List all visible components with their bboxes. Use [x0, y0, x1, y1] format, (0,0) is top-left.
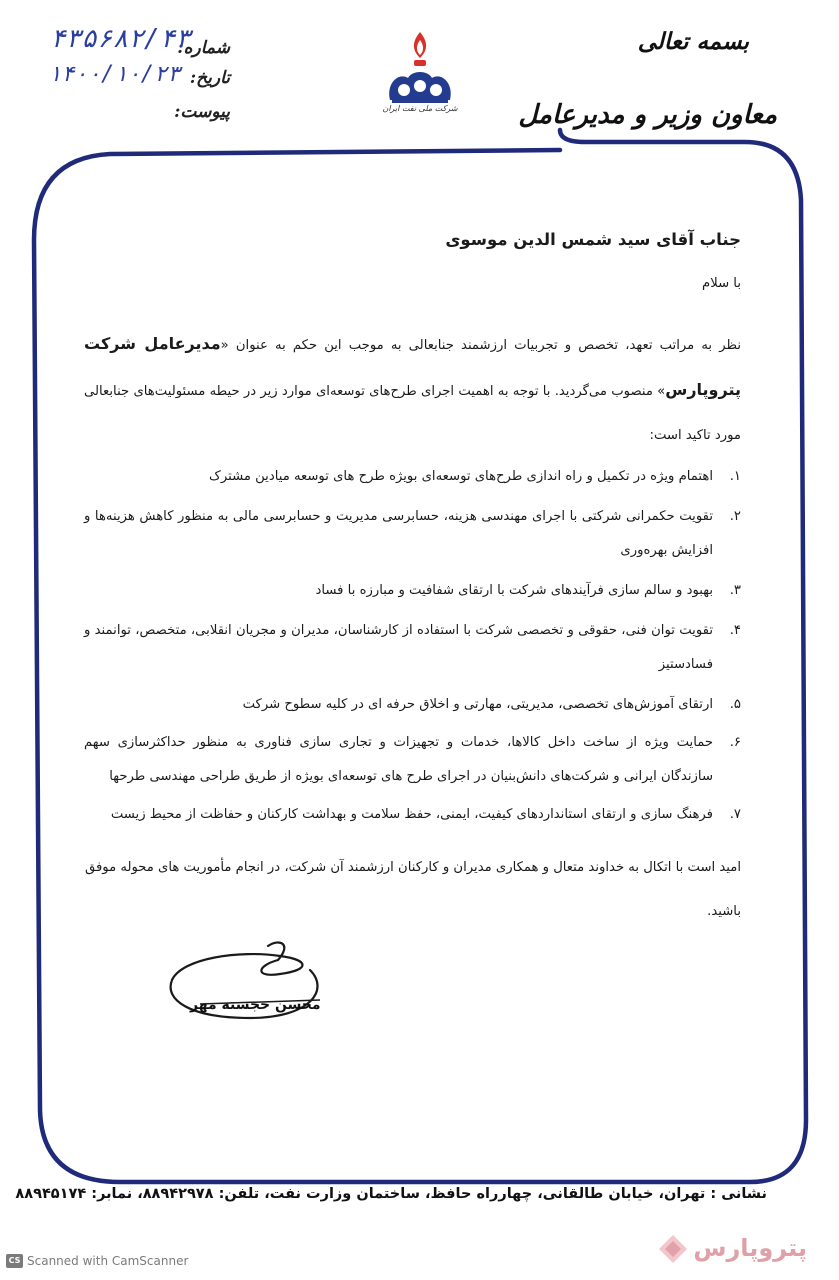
- attachment-label: پیوست:: [174, 102, 230, 122]
- date-label: تاریخ:: [189, 68, 230, 88]
- directives-list: [84, 460, 741, 832]
- addressee: جناب آقای سید شمس الدین موسوی: [445, 230, 741, 249]
- item-number: ۷.: [729, 807, 741, 822]
- letter-date: ۱۴۰۰/۱۰/۲۳: [48, 62, 181, 87]
- item-text: تقویت حکمرانی شرکتی با اجرای مهندسی هزینه، حسابرسی مدیریت و حسابرسی مالی به منظور کاهش هزینه‌ها و افزایش بهره‌وری: [84, 509, 713, 558]
- basmala: بسمه تعالی: [637, 28, 749, 55]
- intro-paragraph: [84, 322, 741, 458]
- item-number: ۵.: [729, 697, 741, 712]
- item-number: ۲.: [729, 509, 741, 524]
- item-text: فرهنگ سازی و ارتقای استانداردهای کیفیت، ایمنی، حفظ سلامت و بهداشت کارکنان و حفاظت از محیط زیست: [110, 807, 713, 822]
- list-item: [84, 688, 741, 722]
- item-text: حمایت ویژه از ساخت داخل کالاها، خدمات و تجهیزات و تجاری سازی فناوری به منظور حداکثرسازی سهم سازندگان ایرانی و شرکت‌های دانش‌بنیان در اجرای طرح های توسعه‌ای بویژه از طریق طراحی مهندسی طرحها: [84, 735, 713, 784]
- item-text: اهتمام ویژه در تکمیل و راه اندازی طرح‌های توسعه‌ای بویژه طرح های توسعه میادین مشترک: [209, 469, 713, 484]
- item-text: بهبود و سالم سازی فرآیندهای شرکت با ارتقای شفافیت و مبارزه با فساد: [315, 583, 713, 598]
- list-item: [84, 614, 741, 682]
- item-number: ۱.: [729, 469, 741, 484]
- list-item: [84, 798, 741, 832]
- greeting: با سلام: [702, 276, 741, 291]
- number-label: شماره:: [177, 38, 230, 58]
- appointment-title: مدیرعامل شرکت پتروپارس: [84, 334, 741, 399]
- item-text: ارتقای آموزش‌های تخصصی، مدیریتی، مهارتی و اخلاق حرفه ای در کلیه سطوح شرکت: [242, 697, 713, 712]
- camscanner-icon: CS: [6, 1254, 23, 1268]
- letter-number: ۴۳۵۶۸۲/۴۳: [50, 24, 191, 54]
- intro-text-1: نظر به مراتب تعهد، تخصص و تجربیات ارزشمند جنابعالی به موجب این حکم به عنوان «: [220, 338, 741, 353]
- list-item: [84, 460, 741, 494]
- item-number: ۳.: [729, 583, 741, 598]
- closing-paragraph: امید است با اتکال به خداوند متعال و همکاری مدیران و کارکنان ارزشمند آن شرکت، در انجام مأموریت های محوله موفق باشید.: [85, 860, 741, 919]
- logo-caption: شرکت ملی نفت ایران: [382, 104, 458, 113]
- petropars-logo-icon: [656, 1232, 690, 1266]
- list-item: [84, 500, 741, 568]
- scanner-label: Scanned with CamScanner: [27, 1254, 189, 1268]
- list-item: [84, 574, 741, 608]
- intro-text-2: » منصوب می‌گردید. با توجه به اهمیت اجرای طرح‌های توسعه‌ای موارد زیر در حیطه مسئولیت‌های جنابعالی مورد تاکید است:: [84, 384, 741, 443]
- item-text: تقویت توان فنی، حقوقی و تخصصی شرکت با استفاده از کارشناسان، مدیران و مجریان انقلابی، متخصص، توانمند و فسادستیز: [84, 623, 713, 672]
- item-number: ۶.: [729, 735, 741, 750]
- item-number: ۴.: [729, 623, 741, 638]
- scanner-badge: [6, 1254, 188, 1268]
- sender-title: معاون وزیر و مدیرعامل: [518, 100, 777, 130]
- watermark: پتروپارس: [693, 1234, 807, 1262]
- list-item: [84, 726, 741, 794]
- footer-address: نشانی : تهران، خیابان طالقانی، چهارراه حافظ، ساختمان وزارت نفت، تلفن: ۸۸۹۴۲۹۷۸، نمابر: ۸۸۹۴۵۱۷۴: [15, 1186, 767, 1202]
- signer-name: محسن خجسته مهر: [190, 997, 321, 1013]
